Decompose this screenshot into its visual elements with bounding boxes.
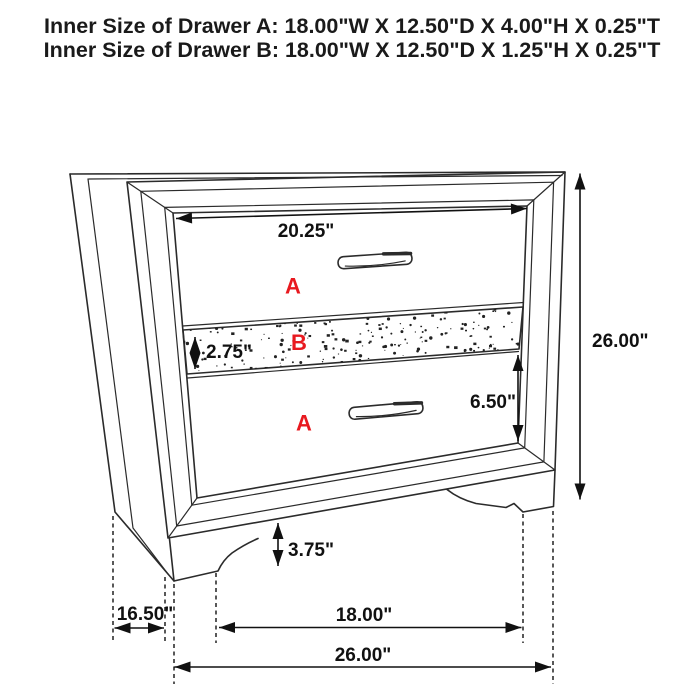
dimension-annotations <box>115 174 649 668</box>
left-foot <box>170 539 259 582</box>
dimension-label-leg-height: 3.75" <box>288 540 334 561</box>
diagram-title-line-2: Inner Size of Drawer B: 18.00"W X 12.50"D X 1.25"H X 0.25"T <box>43 38 661 62</box>
cabinet-side-panel-inner-line <box>88 179 168 574</box>
dimension-label-between-legs: 18.00" <box>335 605 393 626</box>
dimension-label-overall-height: 26.00" <box>592 331 649 352</box>
drawer-b-glitter-texture <box>181 302 525 379</box>
dimension-label-lower-opening-height: 6.50" <box>470 392 516 413</box>
frame-miter-corners <box>127 172 565 538</box>
drawer-label-a-bottom: A <box>296 410 312 436</box>
diagram-title-line-1: Inner Size of Drawer A: 18.00"W X 12.50"D X 4.00"H X 0.25"T <box>44 14 660 38</box>
cabinet-frame-outer <box>127 172 565 538</box>
dimension-label-drawer-b-height: 2.75" <box>206 342 252 363</box>
drawer-gap-lines <box>183 303 524 379</box>
cabinet-side-panel <box>70 174 174 581</box>
drawer-b-strip <box>183 307 523 374</box>
dimension-label-inner-width: 20.25" <box>277 221 335 242</box>
dimension-label-overall-width: 26.00" <box>334 645 392 666</box>
projection-guides <box>113 511 553 684</box>
drawer-label-b: B <box>291 330 307 355</box>
drawer-a-top-handle <box>338 252 413 269</box>
drawer-a-bottom-handle <box>349 401 424 419</box>
drawer-label-a-top: A <box>285 273 301 299</box>
dimension-label-side-depth: 16.50" <box>116 604 174 625</box>
